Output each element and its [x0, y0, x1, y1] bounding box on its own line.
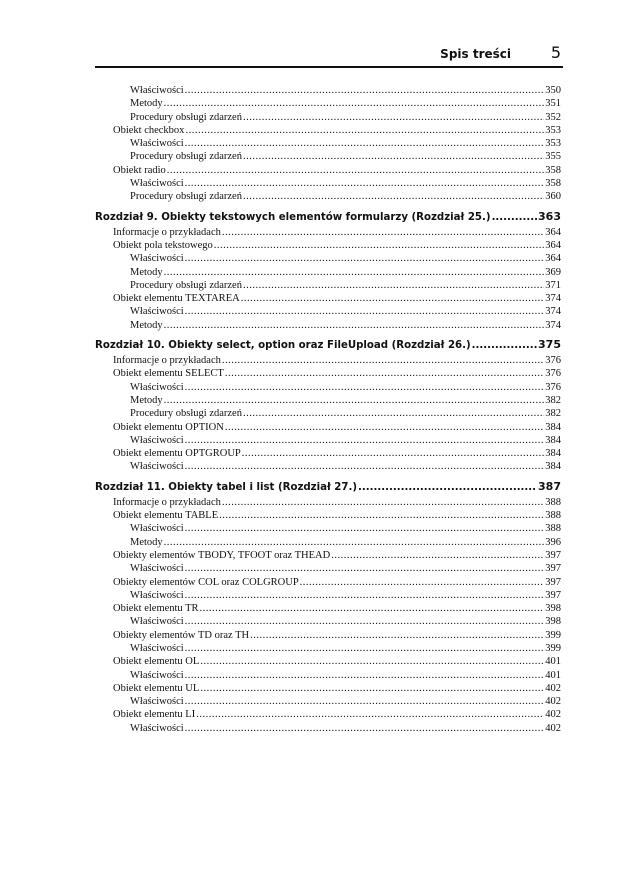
chapter-heading[interactable]	[95, 479, 561, 494]
dot-leader	[185, 381, 545, 394]
entry-title: Obiekt elementu UL	[113, 682, 200, 694]
entry-page-number: 371	[545, 279, 561, 291]
dot-leader	[243, 150, 544, 163]
dot-leader	[241, 292, 545, 305]
entry-page-number: 398	[545, 616, 561, 628]
entry-page-number: 401	[545, 669, 561, 681]
entry-page-number: 374	[545, 319, 561, 331]
toc-entry[interactable]	[95, 708, 561, 721]
toc-entry[interactable]	[95, 447, 561, 460]
entry-title: Właściwości	[130, 589, 184, 601]
entry-title: Obiekt elementu TEXTAREA	[113, 293, 240, 305]
entry-title: Właściwości	[130, 85, 184, 96]
entry-page-number: 364	[545, 226, 561, 238]
dot-leader	[185, 669, 545, 682]
entry-title: Obiekt elementu OPTION	[113, 421, 224, 433]
dot-leader	[185, 615, 545, 628]
toc-subentry[interactable]	[95, 434, 561, 447]
entry-title: Obiekt elementu OPTGROUP	[113, 448, 241, 460]
toc-subentry[interactable]	[95, 407, 561, 420]
entry-page-number: 350	[545, 85, 561, 96]
entry-page-number: 358	[545, 164, 561, 176]
toc-subentry[interactable]	[95, 137, 561, 150]
dot-leader	[185, 137, 545, 150]
entry-title: Obiekty elementów TBODY, TFOOT oraz THEAD	[113, 549, 331, 561]
entry-title: Obiekt elementu OL	[113, 656, 200, 668]
header-title: Spis treści	[440, 47, 511, 61]
dot-leader	[185, 177, 545, 190]
entry-title: Procedury obsługi zdarzeń	[130, 408, 242, 420]
chapter-heading[interactable]	[95, 337, 561, 352]
dot-leader	[222, 226, 544, 239]
toc-entry[interactable]	[95, 292, 561, 305]
entry-title: Obiekty elementów COL oraz COLGROUP	[113, 576, 299, 588]
dot-leader	[185, 305, 545, 318]
entry-page-number: 384	[545, 421, 561, 433]
toc-subentry[interactable]	[95, 305, 561, 318]
entry-page-number: 369	[545, 266, 561, 278]
page-number: 5	[550, 43, 561, 62]
entry-page-number: 397	[545, 563, 561, 575]
entry-title: Obiekt elementu TR	[113, 603, 199, 615]
entry-page-number: 397	[545, 589, 561, 601]
entry-page-number: 402	[545, 696, 561, 708]
toc-entry[interactable]	[95, 226, 561, 239]
entry-title: Obiekt elementu TABLE	[113, 510, 219, 522]
toc-subentry[interactable]	[95, 381, 561, 394]
entry-title: Właściwości	[130, 696, 184, 708]
entry-title: Informacje o przykładach	[113, 226, 221, 238]
entry-page-number: 351	[545, 98, 561, 110]
toc-subentry[interactable]	[95, 615, 561, 628]
entry-title: Obiekty elementów TD oraz TH	[113, 629, 250, 641]
toc-subentry[interactable]	[95, 695, 561, 708]
dot-leader	[222, 354, 544, 367]
toc-entry[interactable]	[95, 682, 561, 695]
entry-page-number: 353	[545, 138, 561, 150]
entry-title: Procedury obsługi zdarzeń	[130, 151, 242, 163]
toc-subentry[interactable]	[95, 150, 561, 163]
dot-leader	[200, 682, 544, 695]
toc-subentry[interactable]	[95, 111, 561, 124]
entry-page-number: 397	[545, 576, 561, 588]
table-of-contents	[95, 84, 561, 735]
entry-page-number: 374	[545, 306, 561, 318]
dot-leader	[243, 111, 544, 124]
dot-leader	[242, 447, 545, 460]
dot-leader	[164, 319, 545, 332]
entry-title: Właściwości	[130, 381, 184, 393]
entry-title: Obiekt elementu LI	[113, 709, 196, 721]
entry-page-number: 398	[545, 603, 561, 615]
entry-page-number: 376	[545, 381, 561, 393]
dot-leader	[214, 239, 545, 252]
entry-page-number: 401	[545, 656, 561, 668]
chapter-title: Rozdział 11. Obiekty tabel i list (Rozdział 27.)	[95, 481, 358, 493]
entry-page-number: 397	[545, 549, 561, 561]
dot-leader	[243, 407, 544, 420]
entry-page-number: 399	[545, 642, 561, 654]
dot-leader	[185, 460, 545, 473]
entry-page-number: 402	[545, 682, 561, 694]
entry-page-number: 376	[545, 368, 561, 380]
entry-title: Obiekt pola tekstowego	[113, 239, 213, 251]
dot-leader	[200, 655, 544, 668]
entry-title: Właściwości	[130, 669, 184, 681]
entry-page-number: 352	[545, 111, 561, 123]
entry-page-number: 358	[545, 178, 561, 190]
entry-page-number: 388	[545, 510, 561, 522]
entry-title: Właściwości	[130, 138, 184, 150]
entry-page-number: 402	[545, 709, 561, 721]
toc-subentry[interactable]	[95, 279, 561, 292]
dot-leader	[185, 252, 545, 265]
toc-subentry[interactable]	[95, 460, 561, 473]
toc-subentry[interactable]	[95, 97, 561, 110]
entry-page-number: 399	[545, 629, 561, 641]
entry-page-number: 384	[545, 448, 561, 460]
chapter-title: Rozdział 9. Obiekty tekstowych elementów formularzy (Rozdział 25.)	[95, 211, 491, 223]
entry-title: Procedury obsługi zdarzeń	[130, 279, 242, 291]
dot-leader	[243, 279, 544, 292]
toc-subentry[interactable]	[95, 177, 561, 190]
entry-page-number: 388	[545, 496, 561, 508]
entry-page-number: 388	[545, 523, 561, 535]
dot-leader	[243, 190, 544, 203]
entry-title: Obiekt elementu SELECT	[113, 368, 224, 380]
entry-page-number: 384	[545, 434, 561, 446]
toc-subentry[interactable]	[95, 642, 561, 655]
chapter-title: Rozdział 10. Obiekty select, option oraz FileUpload (Rozdział 26.)	[95, 340, 471, 352]
toc-subentry[interactable]	[95, 669, 561, 682]
toc-subentry[interactable]	[95, 722, 561, 735]
dot-leader	[164, 394, 545, 407]
toc-subentry[interactable]	[95, 319, 561, 332]
dot-leader	[225, 367, 544, 380]
entry-title: Właściwości	[130, 461, 184, 473]
entry-title: Właściwości	[130, 178, 184, 190]
toc-subentry[interactable]	[95, 84, 561, 97]
dot-leader	[225, 421, 544, 434]
dot-leader	[185, 642, 545, 655]
dot-leader	[185, 589, 545, 602]
entry-title: Właściwości	[130, 563, 184, 575]
dot-leader	[164, 536, 545, 549]
toc-subentry[interactable]	[95, 562, 561, 575]
toc-entry[interactable]	[95, 549, 561, 562]
toc-entry[interactable]	[95, 496, 561, 509]
entry-page-number: 384	[545, 461, 561, 473]
entry-title: Procedury obsługi zdarzeń	[130, 191, 242, 203]
entry-page-number: 364	[545, 253, 561, 265]
dot-leader	[185, 522, 545, 535]
dot-leader	[164, 266, 545, 279]
entry-page-number: 353	[545, 124, 561, 136]
entry-title: Obiekt radio	[113, 164, 166, 176]
dot-leader	[250, 629, 544, 642]
entry-title: Właściwości	[130, 306, 184, 318]
chapter-page-number: 363	[538, 209, 561, 223]
entry-title: Właściwości	[130, 722, 184, 734]
toc-entry[interactable]	[95, 421, 561, 434]
toc-subentry[interactable]	[95, 536, 561, 549]
entry-title: Metody	[130, 266, 163, 278]
toc-subentry[interactable]	[95, 522, 561, 535]
toc-entry[interactable]	[95, 509, 561, 522]
entry-page-number: 360	[545, 191, 561, 203]
entry-page-number: 396	[545, 536, 561, 548]
entry-title: Informacje o przykładach	[113, 496, 221, 508]
dot-leader	[164, 97, 545, 110]
entry-page-number: 402	[545, 722, 561, 734]
dot-leader	[300, 576, 545, 589]
dot-leader	[492, 210, 537, 225]
entry-page-number: 364	[545, 239, 561, 251]
entry-title: Procedury obsługi zdarzeń	[130, 111, 242, 123]
entry-title: Informacje o przykładach	[113, 355, 221, 367]
dot-leader	[358, 480, 537, 495]
entry-page-number: 355	[545, 151, 561, 163]
entry-title: Metody	[130, 98, 163, 110]
entry-title: Obiekt checkbox	[113, 124, 185, 136]
entry-page-number: 376	[545, 355, 561, 367]
entry-title: Właściwości	[130, 616, 184, 628]
entry-page-number: 382	[545, 394, 561, 406]
toc-entry[interactable]	[95, 602, 561, 615]
dot-leader	[472, 338, 537, 353]
chapter-heading[interactable]	[95, 209, 561, 224]
dot-leader	[167, 164, 544, 177]
chapter-page-number: 387	[538, 479, 561, 493]
dot-leader	[222, 496, 544, 509]
toc-subentry[interactable]	[95, 589, 561, 602]
dot-leader	[200, 602, 545, 615]
entry-title: Metody	[130, 394, 163, 406]
toc-entry[interactable]	[95, 629, 561, 642]
toc-entry[interactable]	[95, 124, 561, 137]
dot-leader	[185, 84, 545, 97]
toc-subentry[interactable]	[95, 190, 561, 203]
dot-leader	[196, 708, 544, 721]
entry-title: Właściwości	[130, 642, 184, 654]
toc-entry[interactable]	[95, 164, 561, 177]
entry-title: Właściwości	[130, 523, 184, 535]
dot-leader	[185, 695, 545, 708]
chapter-page-number: 375	[538, 338, 561, 352]
toc-subentry[interactable]	[95, 266, 561, 279]
dot-leader	[185, 562, 545, 575]
entry-page-number: 374	[545, 293, 561, 305]
dot-leader	[185, 722, 545, 735]
toc-subentry[interactable]	[95, 252, 561, 265]
toc-entry[interactable]	[95, 576, 561, 589]
running-header	[95, 44, 563, 68]
toc-entry[interactable]	[95, 655, 561, 668]
entry-title: Właściwości	[130, 253, 184, 265]
toc-entry[interactable]	[95, 367, 561, 380]
toc-subentry[interactable]	[95, 394, 561, 407]
dot-leader	[185, 124, 544, 137]
dot-leader	[219, 509, 544, 522]
toc-entry[interactable]	[95, 239, 561, 252]
entry-title: Metody	[130, 536, 163, 548]
entry-title: Metody	[130, 319, 163, 331]
entry-title: Właściwości	[130, 434, 184, 446]
dot-leader	[331, 549, 544, 562]
dot-leader	[185, 434, 545, 447]
toc-entry[interactable]	[95, 354, 561, 367]
entry-page-number: 382	[545, 408, 561, 420]
